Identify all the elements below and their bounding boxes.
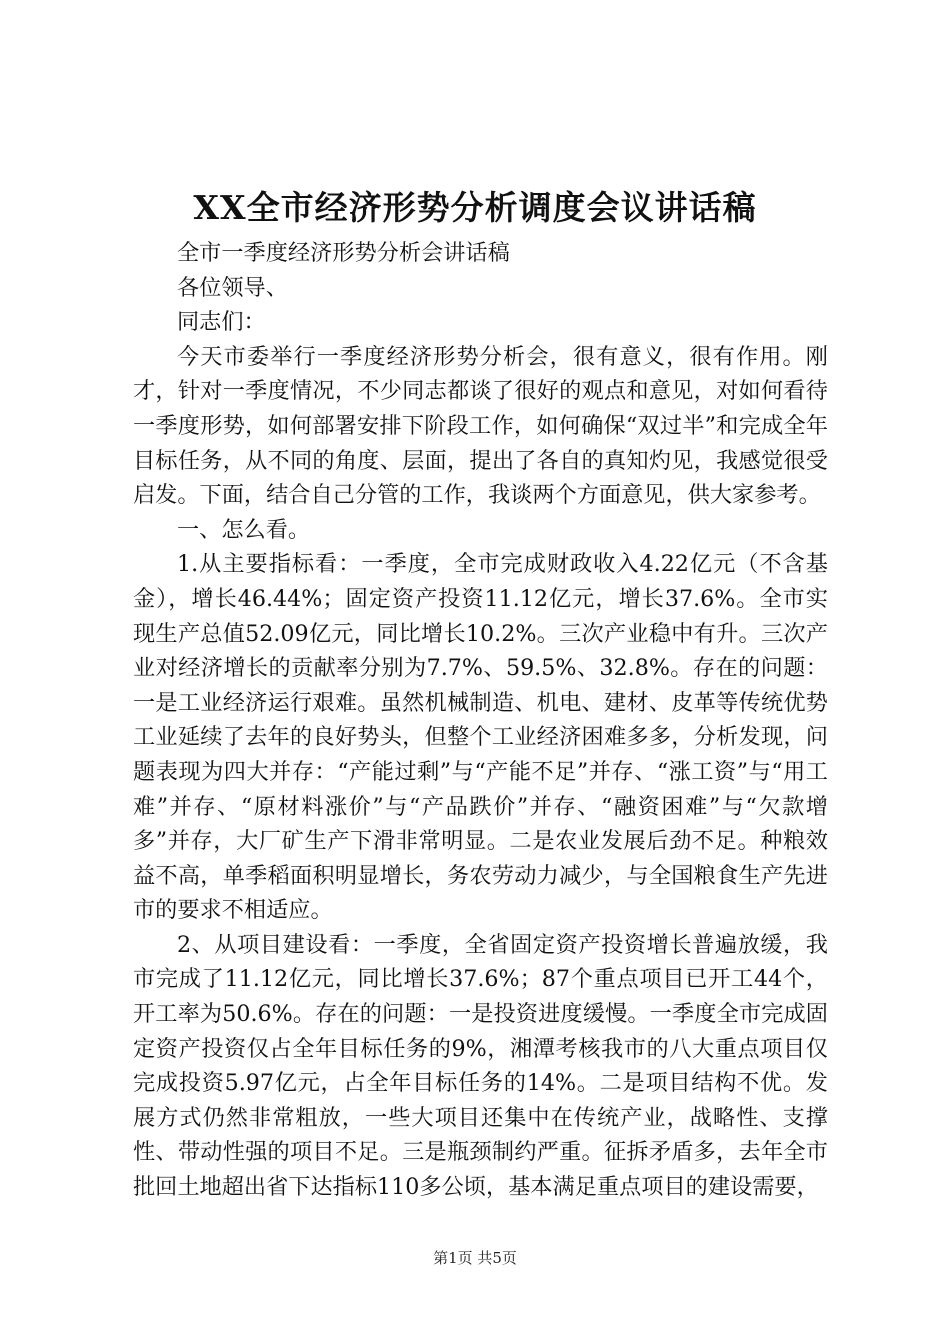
subtitle-paragraph: 全市一季度经济形势分析会讲话稿 — [177, 240, 510, 266]
salutation-line-1: 各位领导、 — [177, 274, 288, 301]
section-heading: 一、怎么看。 — [177, 516, 311, 543]
page-footer: 第1页 共5页 — [433, 1249, 517, 1267]
document-title: XX全市经济形势分析调度会议讲话稿 — [193, 188, 757, 227]
intro-paragraph: 今天市委举行一季度经济形势分析会，很有意义，很有作用。刚才，针对一季度情况，不少同志都谈了很好的观点和意见，对如何看待一季度形势，如何部署安排下阶段工作，如何确保“双过半”和完成全年目标任务，从不同的角度、层面，提出了各自的真知灼见，我感觉很受启发。下面，结合自己分管的工作，我谈两个方面意见，供大家参考。 — [133, 343, 828, 509]
projects-paragraph: 2、从项目建设看：一季度，全省固定资产投资增长普遍放缓，我市完成了11.12亿元，同比增长37.6%；87个重点项目已开工44个，开工率为50.6%。存在的问题：一是投资进度缓慢。一季度全市完成固定资产投资仅占全年目标任务的9%，湘潭考核我市的八大重点项目仅完成投资5.97亿元，占全年目标任务的14%。二是项目结构不优。发展方式仍然非常粗放，一些大项目还集中在传统产业，战略性、支撑性、带动性强的项目不足。三是瓶颈制约严重。征拆矛盾多，去年全市批回土地超出省下达指标110多公顷，基本满足重点项目的建设需要， — [133, 931, 828, 1201]
salutation-line-2: 同志们： — [177, 309, 266, 336]
indicators-paragraph: 1.从主要指标看：一季度，全市完成财政收入4.22亿元（不含基金），增长46.44%；固定资产投资11.12亿元，增长37.6%。全市实现生产总值52.09亿元，同比增长10.2%。三次产业稳中有升。三次产业对经济增长的贡献率分别为7.7%、59.5%、32.8%。存在的问题：一是工业经济运行艰难。虽然机械制造、机电、建材、皮革等传统优势工业延续了去年的良好势头，但整个工业经济困难多多，分析发现，问题表现为四大并存：“产能过剩”与“产能不足”并存、“涨工资”与“用工难”并存、“原材料涨价”与“产品跌价”并存、“融资困难”与“欠款增多”并存，大厂矿生产下滑非常明显。二是农业发展后劲不足。种粮效益不高，单季稻面积明显增长，务农劳动力减少，与全国粮食生产先进市的要求不相适应。 — [133, 551, 828, 924]
document-body — [133, 236, 828, 1205]
